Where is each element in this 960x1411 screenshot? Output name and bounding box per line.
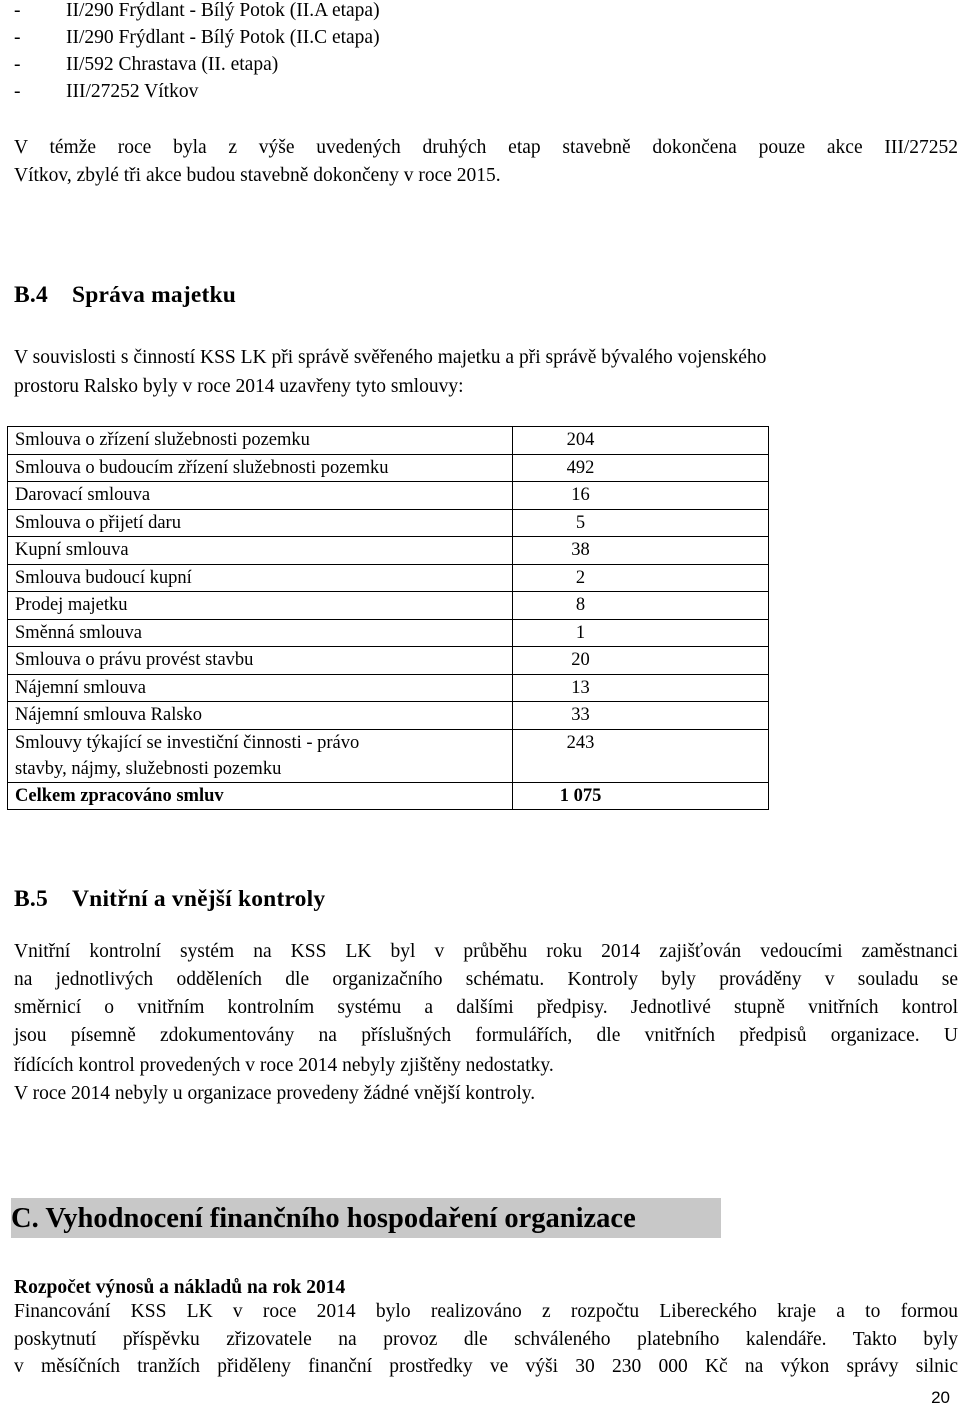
list-item-text: II/290 Frýdlant - Bílý Potok (II.C etapa) [66, 27, 380, 48]
list-item: - III/27252 Vítkov [14, 81, 199, 102]
intro-paragraph-line: Vítkov, zbylé tři akce budou stavebně dokončeny v roce 2015. [14, 165, 501, 186]
table-row [8, 592, 769, 620]
table-cell-value: 2 [575, 567, 586, 588]
list-item-text: III/27252 Vítkov [66, 81, 199, 102]
table-cell-label: Smlouva o přijetí daru [8, 509, 513, 537]
c-paragraph-line: Financování KSS LK v roce 2014 bylo realizováno z rozpočtu Libereckého kraje a to formou [14, 1301, 958, 1322]
table-cell-value: 243 [566, 732, 595, 753]
table-row [8, 564, 769, 592]
table-cell-label: Směnná smlouva [8, 619, 513, 647]
table-cell-value: 204 [566, 430, 595, 450]
table-cell-label: Kupní smlouva [8, 537, 513, 565]
table-cell-value: 33 [571, 705, 590, 725]
table-cell-value: 38 [571, 540, 590, 560]
table-row [8, 619, 769, 647]
list-item: - II/290 Frýdlant - Bílý Potok (II.A etapa) [14, 0, 380, 21]
b5-paragraph-line: na jednotlivých odděleních dle organizačního schématu. Kontroly byly prováděny v souladu se [14, 969, 958, 990]
table-cell-label: Smlouva o právu provést stavbu [8, 647, 513, 675]
b4-paragraph-line: V souvislosti s činností KSS LK při správě svěřeného majetku a při správě bývalého vojenského [14, 347, 767, 368]
table-cell-label: Smlouva o budoucím zřízení služebnosti pozemku [8, 454, 513, 482]
table-cell-value: 492 [566, 457, 595, 478]
budget-subheading: Rozpočet výnosů a nákladů na rok 2014 [14, 1277, 346, 1298]
table-cell-value: 5 [575, 512, 586, 533]
c-paragraph-line: poskytnutí příspěvku zřizovatele na provoz dle schváleného platebního kalendáře. Takto byly [14, 1329, 958, 1350]
page-number: 20 [931, 1388, 950, 1407]
contracts-table [7, 426, 769, 810]
table-cell-label: Smlouvy týkající se investiční činnosti - právo stavby, nájmy, služebnosti pozemku [8, 729, 513, 782]
b5-paragraph-line: jsou písemně zdokumentovány na příslušných formulářích, dle vnitřních předpisů organizace. U [14, 1025, 958, 1046]
table-cell-value: 20 [571, 650, 590, 670]
table-cell-value: 8 [575, 595, 586, 615]
list-item-text: II/290 Frýdlant - Bílý Potok (II.A etapa) [66, 0, 380, 21]
table-cell-value: 1 075 [559, 785, 602, 806]
table-cell-value: 16 [571, 485, 590, 505]
section-heading-c: C. Vyhodnocení finančního hospodaření organizace [11, 1198, 721, 1238]
intro-paragraph-line: V témže roce byla z výše uvedených druhých etap stavebně dokončena pouze akce III/27252 [14, 137, 958, 158]
c-paragraph-line: v měsíčních tranžích přiděleny finanční prostředky ve výši 30 230 000 Kč na výkon správy silnic [14, 1356, 958, 1377]
b5-paragraph-line: Vnitřní kontrolní systém na KSS LK byl v průběhu roku 2014 zajišťován vedoucími zaměstnanci [14, 941, 958, 962]
list-item: - II/592 Chrastava (II. etapa) [14, 54, 279, 75]
b5-paragraph-line: směrnicí o vnitřním kontrolním systému a dalšími předpisy. Jednotlivé stupně vnitřních kontrol [14, 997, 958, 1018]
table-row [8, 537, 769, 565]
b5-external-line: V roce 2014 nebyly u organizace provedeny žádné vnější kontroly. [14, 1083, 536, 1104]
table-row [8, 674, 769, 702]
table-row [8, 454, 769, 482]
list-item-text: II/592 Chrastava (II. etapa) [66, 54, 279, 75]
table-total-row [8, 782, 769, 810]
table-row [8, 482, 769, 510]
table-cell-label: Nájemní smlouva Ralsko [8, 702, 513, 730]
b4-paragraph-line: prostoru Ralsko byly v roce 2014 uzavřeny tyto smlouvy: [14, 376, 464, 397]
section-heading-b5: B.5 Vnitřní a vnější kontroly [14, 886, 326, 912]
table-cell-label: Darovací smlouva [8, 482, 513, 510]
list-item: - II/290 Frýdlant - Bílý Potok (II.C etapa) [14, 27, 380, 48]
table-row [8, 647, 769, 675]
table-cell-value: 13 [571, 677, 590, 698]
table-row [8, 509, 769, 537]
section-heading-b4: B.4 Správa majetku [14, 282, 237, 308]
table-row [8, 427, 769, 455]
table-cell-label: Smlouva budoucí kupní [8, 564, 513, 592]
table-cell-value: 1 [575, 622, 586, 643]
table-cell-label: Prodej majetku [8, 592, 513, 620]
table-cell-label: Smlouva o zřízení služebnosti pozemku [8, 427, 513, 455]
table-cell-label: Nájemní smlouva [8, 674, 513, 702]
b5-paragraph-line: řídících kontrol provedených v roce 2014 nebyly zjištěny nedostatky. [14, 1055, 554, 1076]
table-row [8, 702, 769, 730]
table-row [8, 729, 769, 782]
table-cell-label: Celkem zpracováno smluv [8, 782, 513, 810]
